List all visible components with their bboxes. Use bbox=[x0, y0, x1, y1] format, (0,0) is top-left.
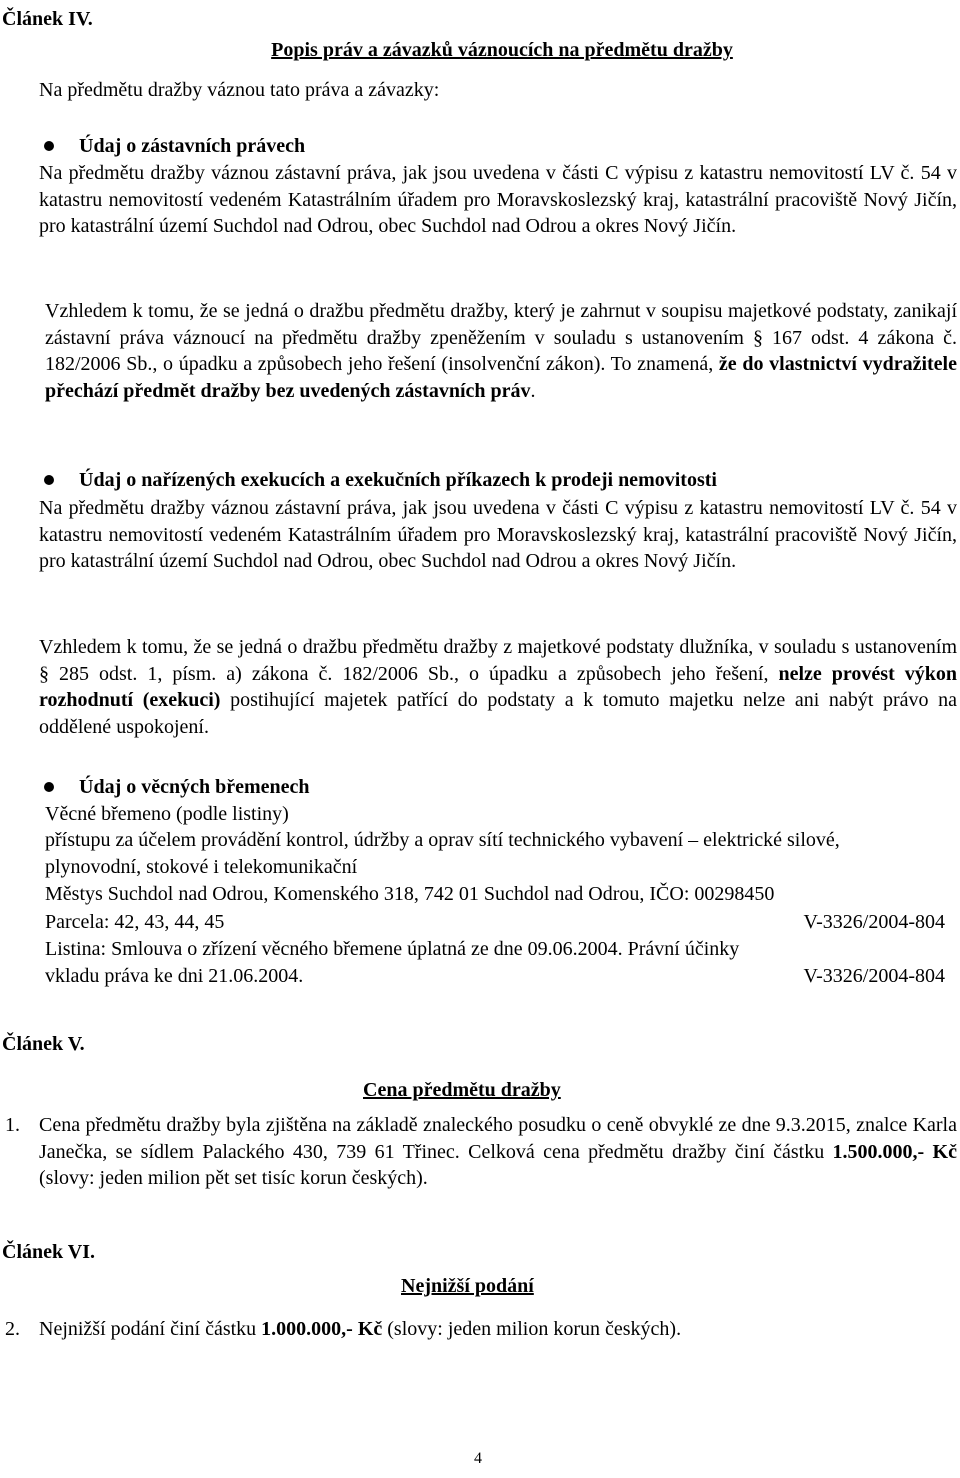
executions-p2-text: Vzhledem k tomu, že se jedná o dražbu předmětu dražby z majetkové podstaty dlužníka, v souladu s ustanovením § 285 odst. 1, písm. a) zákona č. 182/2006 Sb., o úpadku a způsobech jeho řešení, bbox=[39, 636, 957, 685]
article-4-title: Popis práv a závazků váznoucích na předmětu dražby bbox=[271, 39, 733, 61]
article-4-intro: Na předmětu dražby váznou tato práva a závazky: bbox=[39, 79, 440, 101]
price-text: Cena předmětu dražby byla zjištěna na základě znaleckého posudku o ceně obvyklé ze dne 9.3.2015, znalce Karla Janečka, se sídlem Palackého 430, 739 61 Třinec. Celková cena předmětu dražby činí částku bbox=[39, 1114, 957, 1163]
easement-listina-row bbox=[45, 963, 945, 990]
easement-parcel-ref: V-3326/2004-804 bbox=[803, 911, 945, 933]
section-easements-heading: Údaj o věcných břemenech bbox=[79, 776, 310, 798]
easement-listina-date: vkladu práva ke dni 21.06.2004. bbox=[45, 965, 304, 987]
section-liens-paragraph-1: Na předmětu dražby váznou zástavní práva, jak jsou uvedena v části C výpisu z katastru nemovitostí LV č. 54 v katastru nemovitostí vedeném Katastrálním úřadem pro Moravskoslezský kraj, katastrální pracoviště Nový Jičín, pro katastrální území Suchdol nad Odrou, obec Suchdol nad Odrou a okres Nový Jičín. bbox=[39, 162, 957, 237]
section-executions-heading: Údaj o nařízených exekucích a exekučních příkazech k prodeji nemovitosti bbox=[79, 469, 717, 491]
article-6-heading: Článek VI. bbox=[2, 1241, 95, 1263]
liens-p2-end: . bbox=[530, 379, 536, 402]
executions-p2-end: postihující majetek patřící do podstaty a k tomuto majetku nelze ani nabýt právo na oddělené uspokojení. bbox=[39, 689, 957, 738]
article-6-item-number: 2. bbox=[5, 1318, 20, 1340]
article-5-heading: Článek V. bbox=[2, 1033, 85, 1055]
page-number: 4 bbox=[474, 1450, 482, 1467]
article-6-text bbox=[39, 1316, 681, 1343]
bullet-icon bbox=[44, 782, 54, 792]
section-liens-heading: Údaj o zástavních právech bbox=[79, 135, 306, 157]
section-executions-paragraph-1: Na předmětu dražby váznou zástavní práva, jak jsou uvedena v části C výpisu z katastru nemovitostí LV č. 54 v katastru nemovitostí vedeném Katastrálním úřadem pro Moravskoslezský kraj, katastrální pracoviště Nový Jičín, pro katastrální území Suchdol nad Odrou, obec Suchdol nad Odrou a okres Nový Jičín. bbox=[39, 497, 957, 572]
easement-parcel-row bbox=[45, 909, 945, 936]
article-5-item-number: 1. bbox=[5, 1114, 20, 1136]
article-6-title: Nejnižší podání bbox=[401, 1275, 534, 1297]
easement-line-1: Věcné břemeno (podle listiny) bbox=[45, 803, 289, 825]
easement-listina-line-1: Listina: Smlouva o zřízení věcného břemene úplatná ze dne 09.06.2004. Právní účinky bbox=[45, 938, 740, 960]
min-bid-amount: 1.000.000,- Kč bbox=[261, 1318, 383, 1340]
article-4-heading: Článek IV. bbox=[2, 8, 93, 30]
article-5-text bbox=[39, 1112, 957, 1192]
easement-parcel-label: Parcela: 42, 43, 44, 45 bbox=[45, 911, 225, 933]
min-bid-text: Nejnižší podání činí částku bbox=[39, 1318, 262, 1340]
min-bid-words: (slovy: jeden milion korun českých). bbox=[382, 1318, 682, 1340]
liens-p2-bold: že do vlastnictví vydražitele přechází předmět dražby bez uvedených zástavních práv bbox=[45, 353, 957, 402]
easement-line-2: přístupu za účelem provádění kontrol, údržby a oprav sítí technického vybavení – elektrické silové, plynovodní, stokové i telekomunikační bbox=[45, 829, 840, 878]
price-words: (slovy: jeden milion pět set tisíc korun českých). bbox=[39, 1167, 428, 1189]
bullet-icon bbox=[44, 475, 54, 485]
article-5-title: Cena předmětu dražby bbox=[363, 1079, 561, 1101]
bullet-icon bbox=[44, 141, 54, 151]
section-liens-paragraph-2 bbox=[45, 298, 957, 404]
easement-listina-ref: V-3326/2004-804 bbox=[803, 965, 945, 987]
easement-line-3: Městys Suchdol nad Odrou, Komenského 318, 742 01 Suchdol nad Odrou, IČO: 00298450 bbox=[45, 883, 775, 905]
liens-p2-text: Vzhledem k tomu, že se jedná o dražbu předmětu dražby, který je zahrnut v soupisu majetkové podstaty, zanikají zástavní práva váznoucí na předmětu dražby zpeněžením v souladu s ustanovením § 167 odst. 4 zákona č. 182/2006 Sb., o úpadku a způsobech jeho řešení (insolvenční zákon). To znamená, bbox=[45, 300, 957, 375]
executions-p2-bold: nelze provést výkon rozhodnutí (exekuci) bbox=[39, 662, 958, 711]
section-executions-paragraph-2 bbox=[39, 634, 957, 740]
price-amount: 1.500.000,- Kč bbox=[832, 1140, 957, 1163]
